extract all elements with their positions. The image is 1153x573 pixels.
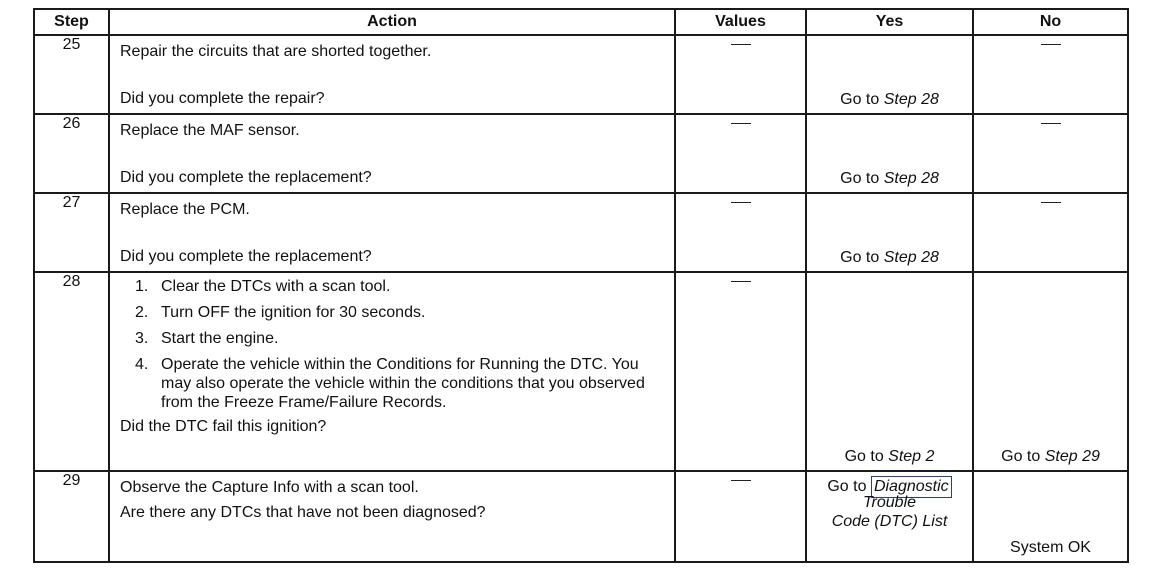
dash-mark — [1041, 202, 1061, 203]
goto-text: Go to — [1001, 448, 1045, 465]
action-text: Repair the circuits that are shorted together. — [120, 43, 432, 60]
list-number: 4. — [135, 356, 149, 373]
list-number: 3. — [135, 330, 149, 347]
values-cell — [675, 193, 806, 272]
list-item — [120, 303, 664, 323]
no-cell — [973, 35, 1128, 114]
action-cell — [109, 193, 675, 272]
header-action: Action — [109, 9, 675, 35]
values-cell — [675, 35, 806, 114]
yes-cell — [806, 114, 973, 193]
dash-mark — [731, 123, 751, 124]
dtc-list-link[interactable]: Diagnostic — [871, 476, 952, 498]
list-item — [120, 355, 664, 412]
list-number: 2. — [135, 304, 149, 321]
step-link[interactable]: Step 29 — [1044, 448, 1100, 465]
no-cell — [973, 471, 1128, 562]
step-number: 27 — [34, 193, 109, 272]
action-text: Observe the Capture Info with a scan tool. — [120, 479, 419, 496]
diagnostic-table-page — [33, 8, 1127, 563]
step-link[interactable]: Step 28 — [883, 249, 939, 266]
dash-mark — [1041, 123, 1061, 124]
goto-text: Go to — [840, 249, 884, 266]
question-text: Did the DTC fail this ignition? — [120, 418, 327, 435]
yes-cell — [806, 35, 973, 114]
action-cell — [109, 114, 675, 193]
dash-mark — [731, 44, 751, 45]
no-cell — [973, 272, 1128, 471]
table-row — [34, 193, 1128, 272]
table-row — [34, 35, 1128, 114]
step-number: 25 — [34, 35, 109, 114]
dash-mark — [731, 480, 751, 481]
table-row — [34, 114, 1128, 193]
list-item-text: Clear the DTCs with a scan tool. — [161, 278, 391, 295]
action-cell — [109, 272, 675, 471]
action-cell — [109, 471, 675, 562]
table-header-row — [34, 9, 1128, 35]
header-yes: Yes — [806, 9, 973, 35]
list-item — [120, 329, 664, 349]
diagnostic-table — [33, 8, 1129, 563]
list-item-text: Start the engine. — [161, 330, 279, 347]
goto-text: Go to — [844, 448, 889, 465]
yes-cell — [806, 471, 973, 562]
action-text: Replace the PCM. — [120, 201, 250, 218]
dtc-list-link-line2[interactable]: Trouble — [862, 494, 917, 511]
dash-mark — [731, 281, 751, 282]
step-number: 28 — [34, 272, 109, 471]
list-number: 1. — [135, 278, 149, 295]
goto-text: Go to — [827, 478, 867, 495]
step-link[interactable]: Step 28 — [883, 170, 939, 187]
procedure-list — [120, 277, 664, 412]
table-row — [34, 471, 1128, 562]
question-text: Did you complete the replacement? — [120, 248, 372, 265]
goto-text: Go to — [840, 91, 884, 108]
header-no: No — [973, 9, 1128, 35]
values-cell — [675, 471, 806, 562]
dash-mark — [1041, 44, 1061, 45]
question-text: Are there any DTCs that have not been diagnosed? — [120, 504, 486, 521]
dash-mark — [731, 202, 751, 203]
yes-cell — [806, 193, 973, 272]
system-ok-text: System OK — [1010, 539, 1091, 556]
step-link[interactable]: Step 2 — [888, 448, 935, 465]
list-item — [120, 277, 664, 297]
question-text: Did you complete the repair? — [120, 90, 325, 107]
header-values: Values — [675, 9, 806, 35]
no-cell — [973, 114, 1128, 193]
table-row — [34, 272, 1128, 471]
values-cell — [675, 114, 806, 193]
step-link[interactable]: Step 28 — [883, 91, 939, 108]
step-number: 26 — [34, 114, 109, 193]
no-cell — [973, 193, 1128, 272]
list-item-text: Operate the vehicle within the Conditions for Running the DTC. You may also operate the vehicle within the conditions that you observed from the Freeze Frame/Failure Records. — [161, 356, 645, 411]
yes-cell — [806, 272, 973, 471]
action-cell — [109, 35, 675, 114]
dtc-list-link-line3[interactable]: Code (DTC) List — [831, 513, 948, 530]
header-step: Step — [34, 9, 109, 35]
goto-text: Go to — [840, 170, 884, 187]
list-item-text: Turn OFF the ignition for 30 seconds. — [161, 304, 426, 321]
action-text: Replace the MAF sensor. — [120, 122, 300, 139]
step-number: 29 — [34, 471, 109, 562]
values-cell — [675, 272, 806, 471]
question-text: Did you complete the replacement? — [120, 169, 372, 186]
